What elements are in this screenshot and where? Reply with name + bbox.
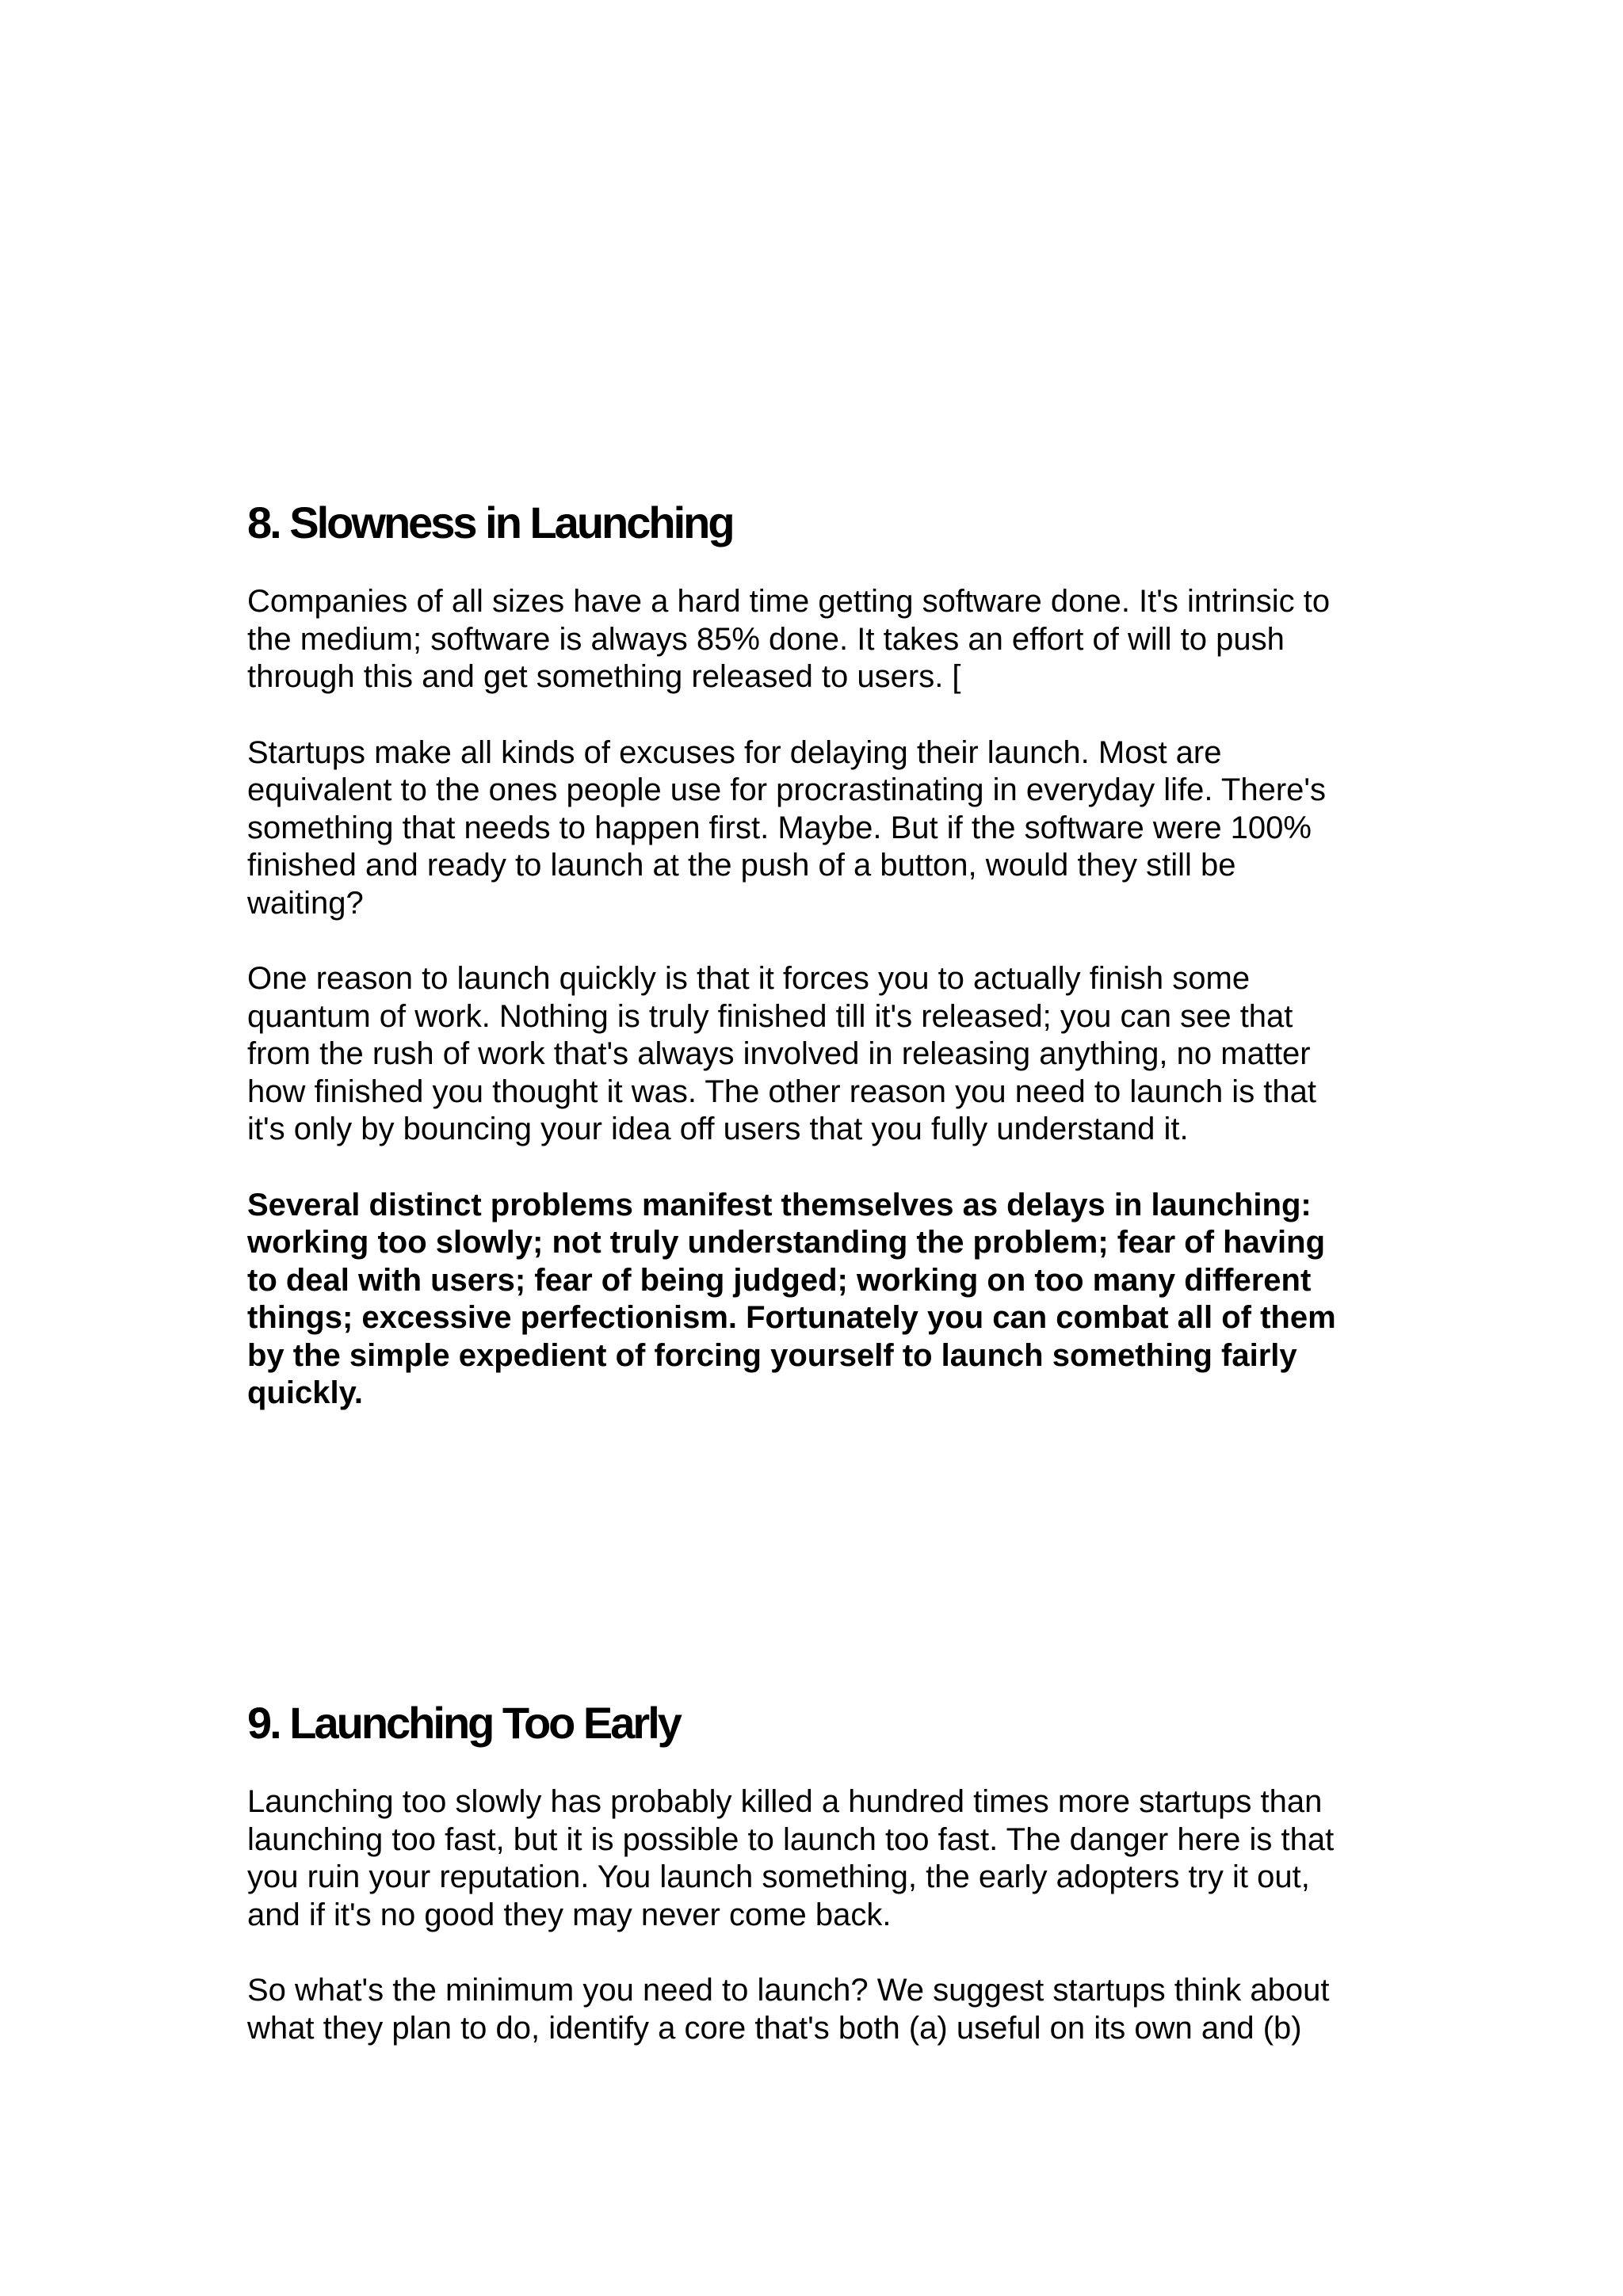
section-launching-too-early [247,1691,1388,2085]
paragraph: Companies of all sizes have a hard time getting software done. It's intrinsic to the medium; software is always 85% done. It takes an effort of will to push through this and get something released to users. [ [247,584,1331,694]
paragraph: Launching too slowly has probably killed a hundred times more startups than launching too fast, but it is possible to launch too fast. The danger here is that you ruin your reputation. You launch something, the early adopters try it out, and if it's no good they may never come back. [247,1784,1335,1932]
paragraph: One reason to launch quickly is that it forces you to actually finish some quantum of work. Nothing is truly finished till it's released; you can see that from the rush of work that's always involved in releasing anything, no matter how finished you thought it was. The other reason you need to launch is that it's only by bouncing your idea off users that you fully understand it. [247,961,1317,1146]
paragraph: So what's the minimum you need to launch? We suggest startups think about what they plan to do, identify a core that's both (a) useful on its own and (b) [247,1973,1330,2046]
section-slowness-in-launching [247,491,1388,1451]
section-heading: 9. Launching Too Early [247,1698,680,1748]
bold-paragraph: Several distinct problems manifest themselves as delays in launching: working too slowly; not truly understanding the problem; fear of having to deal with users; fear of being judged; working on too many different things; excessive perfectionism. Fortunately you can combat all of them by the simple expedient of forcing yourself to launch something fairly quickly. [247,1187,1336,1410]
paragraph: Startups make all kinds of excuses for delaying their launch. Most are equivalent to the ones people use for procrastinating in everyday life. There's something that needs to happen first. Maybe. But if the software were 100% finished and ready to launch at the push of a button, would they still be waiting? [247,734,1327,921]
section-heading: 8. Slowness in Launching [247,498,733,547]
